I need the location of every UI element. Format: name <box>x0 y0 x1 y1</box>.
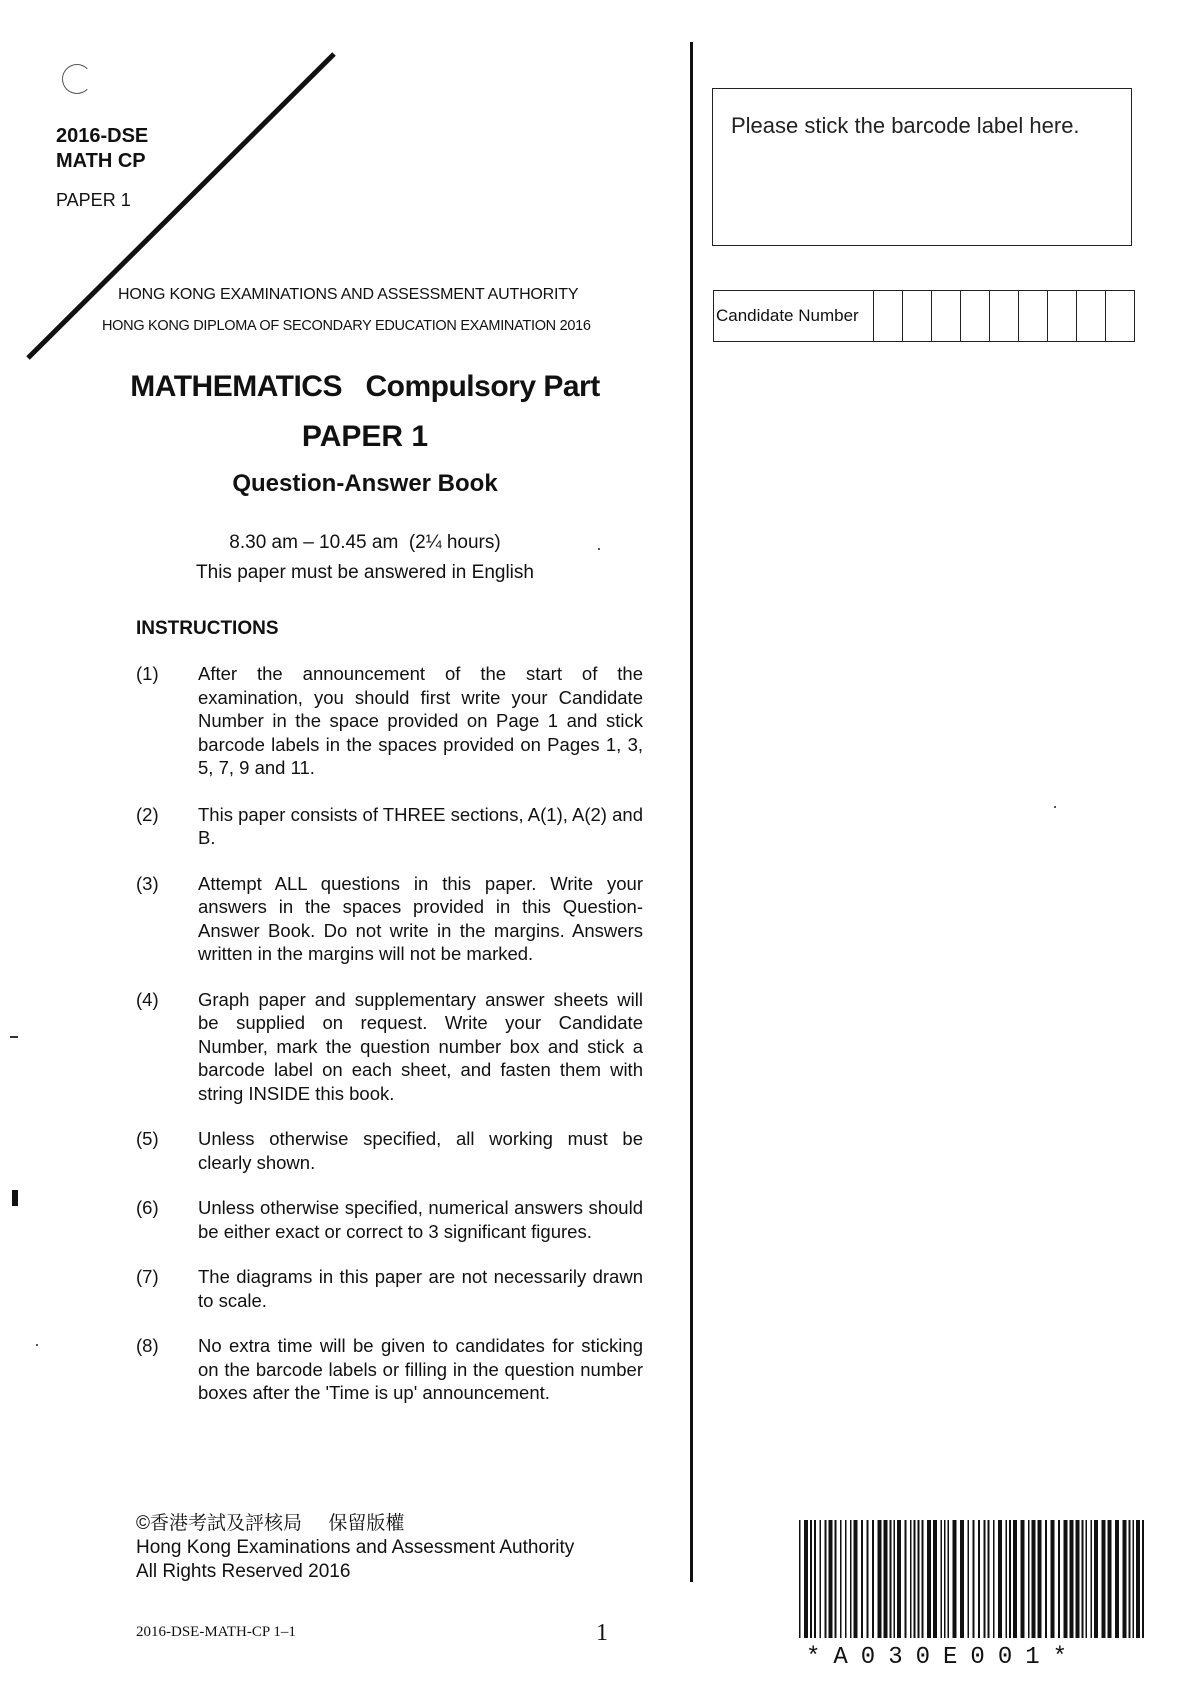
barcode-bar <box>814 1520 816 1638</box>
instruction-text: After the announcement of the start of the examination, you should first write your Candidate Number in the space provided on Page 1 and stick barcode labels in the spaces provided on Pages 1, 3, 5, 7, 9 and 11. <box>198 663 643 778</box>
instruction-item <box>136 662 643 780</box>
barcode-graphic <box>797 1520 1147 1642</box>
barcode-bar <box>840 1520 842 1638</box>
barcode-bar <box>1082 1520 1084 1638</box>
barcode-bar <box>1129 1520 1131 1638</box>
examination-name: HONG KONG DIPLOMA OF SECONDARY EDUCATION EXAMINATION 2016 <box>102 318 591 334</box>
candidate-number-cell[interactable] <box>903 291 932 341</box>
instruction-item <box>136 1127 643 1174</box>
barcode-bar <box>1045 1520 1047 1638</box>
barcode-bar <box>978 1520 980 1638</box>
barcode-bar <box>1142 1520 1144 1638</box>
candidate-number-cell[interactable] <box>1106 291 1134 341</box>
barcode-bar <box>890 1520 892 1638</box>
instruction-text: Unless otherwise specified, all working must be clearly shown. <box>198 1128 643 1173</box>
candidate-number-label: Candidate Number <box>714 291 874 341</box>
footer-paper-code: 2016-DSE-MATH-CP 1–1 <box>136 1624 296 1640</box>
instruction-number: (4) <box>136 988 159 1010</box>
barcode-bar <box>1133 1520 1135 1638</box>
instructions-heading: INSTRUCTIONS <box>136 618 279 639</box>
barcode-bar <box>1064 1520 1068 1638</box>
barcode-bar <box>960 1520 964 1638</box>
candidate-number-cell[interactable] <box>1019 291 1048 341</box>
barcode-bar <box>867 1520 869 1638</box>
instruction-text: This paper consists of THREE sections, A(1), A(2) and B. <box>198 803 643 848</box>
instruction-text: Graph paper and supplementary answer sheets will be supplied on request. Write your Candidate Number, mark the question number box and stick a barcode label on each sheet, and fasten them with string INSIDE this book. <box>198 988 643 1104</box>
copyright-notice <box>136 1512 574 1584</box>
instruction-item <box>136 803 643 850</box>
copyright-authority: Hong Kong Examinations and Assessment Authority <box>136 1537 575 1558</box>
barcode-bar <box>854 1520 858 1638</box>
barcode-bar <box>944 1520 946 1638</box>
instruction-item <box>136 1196 643 1243</box>
barcode-bar <box>1076 1520 1080 1638</box>
barcode-bar <box>850 1520 852 1638</box>
candidate-number-cell[interactable] <box>874 291 903 341</box>
instruction-item <box>136 1265 643 1312</box>
instruction-number: (8) <box>136 1335 159 1356</box>
page-number: 1 <box>596 1620 608 1646</box>
barcode-bar <box>1115 1520 1119 1638</box>
barcode-bar <box>927 1520 931 1638</box>
paper-code-line2: MATH CP <box>56 150 146 172</box>
barcode-bar <box>884 1520 888 1638</box>
barcode-caption: *A030E001* <box>806 1644 1081 1671</box>
barcode-bar <box>878 1520 882 1638</box>
barcode-bar <box>1013 1520 1017 1638</box>
instruction-number: (5) <box>136 1128 159 1149</box>
barcode-bar <box>914 1520 916 1638</box>
candidate-number-cell[interactable] <box>932 291 961 341</box>
barcode-bar <box>968 1520 970 1638</box>
barcode-bar <box>810 1520 812 1638</box>
paper-code-line1: 2016-DSE <box>56 125 149 147</box>
barcode-bar <box>941 1520 943 1638</box>
instruction-number: (7) <box>136 1266 159 1287</box>
barcode-bar <box>872 1520 874 1638</box>
barcode-bar <box>861 1520 863 1638</box>
barcode-bar <box>993 1520 995 1638</box>
barcode-bar <box>894 1520 896 1638</box>
barcode-bar <box>948 1520 950 1638</box>
barcode-bar <box>1123 1520 1127 1638</box>
barcode-bar <box>1136 1520 1140 1638</box>
barcode-bar <box>988 1520 990 1638</box>
barcode-bar <box>1086 1520 1088 1638</box>
copyright-rights: All Rights Reserved 2016 <box>136 1561 351 1582</box>
barcode-bar <box>910 1520 912 1638</box>
barcode-label-prompt: Please stick the barcode label here. <box>731 113 1080 138</box>
copyright-chinese: ©香港考試及評核局 保留版權 <box>136 1513 405 1534</box>
barcode-bar <box>918 1520 920 1638</box>
barcode-bar <box>897 1520 901 1638</box>
exam-time: 8.30 am – 10.45 am (2¼ hours) <box>229 532 501 553</box>
barcode-bar <box>922 1520 924 1638</box>
barcode-bar <box>905 1520 907 1638</box>
authority-name: HONG KONG EXAMINATIONS AND ASSESSMENT AUTHORITY <box>118 286 579 303</box>
barcode-bar <box>1028 1520 1030 1638</box>
barcode-bar <box>1091 1520 1093 1638</box>
book-subtitle: Question-Answer Book <box>232 470 498 497</box>
barcode-bar <box>825 1520 827 1638</box>
page-title: MATHEMATICS Compulsory Part <box>130 370 600 403</box>
instruction-text: Attempt ALL questions in this paper. Write your answers in the spaces provided in this Question-Answer Book. Do not write in the margins. Answers written in the margins will not be marked. <box>198 872 643 964</box>
instruction-number: (1) <box>136 663 159 684</box>
barcode-bar <box>1006 1520 1008 1638</box>
instructions-list <box>136 662 643 1405</box>
exam-language: This paper must be answered in English <box>196 562 534 583</box>
barcode-bar <box>1108 1520 1112 1638</box>
barcode-bar <box>835 1520 837 1638</box>
barcode-bar <box>804 1520 808 1638</box>
barcode-bar <box>998 1520 1002 1638</box>
candidate-number-cell[interactable] <box>1077 291 1106 341</box>
barcode-bar <box>799 1520 801 1638</box>
instruction-text: The diagrams in this paper are not necessarily drawn to scale. <box>198 1266 643 1311</box>
instruction-item <box>136 1334 643 1405</box>
barcode-bar <box>1058 1520 1060 1638</box>
barcode-bar <box>1102 1520 1106 1638</box>
paper-code <box>56 124 148 174</box>
paper-label: PAPER 1 <box>56 190 131 210</box>
instruction-number: (6) <box>136 1197 159 1218</box>
candidate-number-cell[interactable] <box>961 291 990 341</box>
barcode-bar <box>984 1520 986 1638</box>
page-divider <box>690 42 693 1582</box>
barcode-bar <box>1009 1520 1011 1638</box>
barcode-bar <box>1038 1520 1042 1638</box>
barcode-bar <box>1032 1520 1036 1638</box>
candidate-number-cell[interactable] <box>1048 291 1077 341</box>
instruction-item <box>136 988 643 1106</box>
instruction-number: (2) <box>136 803 159 825</box>
barcode-bar <box>1070 1520 1074 1638</box>
barcode-bar <box>829 1520 833 1638</box>
barcode-label-box[interactable] <box>712 88 1132 246</box>
barcode-bar <box>973 1520 975 1638</box>
barcode-bar <box>1051 1520 1055 1638</box>
instruction-number: (3) <box>136 872 159 894</box>
instruction-text: No extra time will be given to candidates for sticking on the barcode labels or filling in the question number boxes after the 'Time is up' announcement. <box>198 1335 643 1403</box>
instruction-text: Unless otherwise specified, numerical answers should be either exact or correct to 3 significant figures. <box>198 1197 643 1242</box>
instruction-item <box>136 872 643 966</box>
candidate-number-box <box>713 290 1135 342</box>
paper-title: PAPER 1 <box>301 420 429 453</box>
barcode-bar <box>845 1520 847 1638</box>
barcode-bar <box>820 1520 822 1638</box>
candidate-number-cell[interactable] <box>990 291 1019 341</box>
barcode-bar <box>933 1520 937 1638</box>
barcode-bar <box>953 1520 957 1638</box>
barcode-bar <box>1021 1520 1025 1638</box>
barcode-bar <box>1094 1520 1098 1638</box>
